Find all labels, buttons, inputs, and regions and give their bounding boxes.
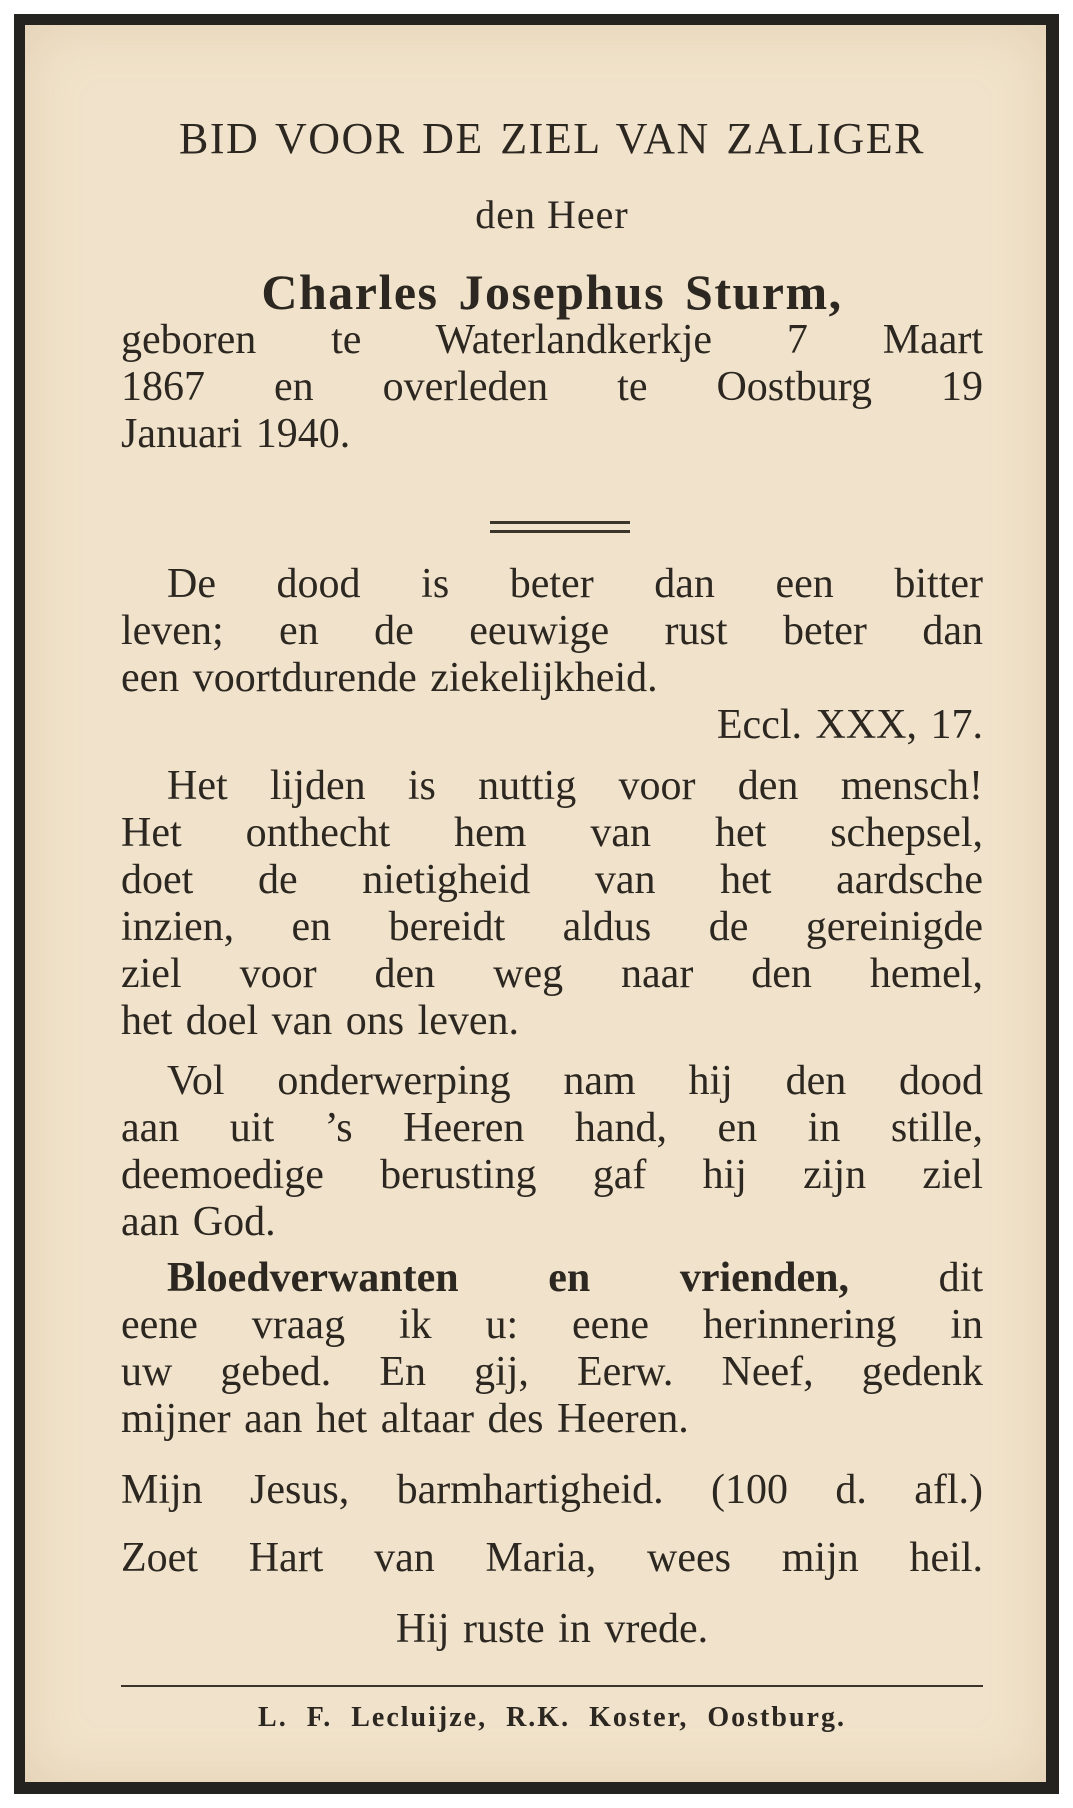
paragraph-line: eene vraag ik u: eene herinnering in [121, 1302, 983, 1348]
paragraph-line: aan God. [121, 1199, 276, 1245]
birth-line: geboren te Waterlandkerkje 7 Maart [121, 317, 983, 363]
scripture-quote [121, 561, 983, 749]
birth-line: Januari 1940. [121, 411, 351, 457]
request-bold-lead: Bloedverwanten en vrienden, [167, 1255, 850, 1301]
paragraph-line: Vol onderwerping nam hij den dood [167, 1058, 983, 1104]
paragraph-request [121, 1255, 983, 1443]
footer-divider [121, 1685, 983, 1687]
paragraph-line: uw gebed. En gij, Eerw. Neef, gedenk [121, 1349, 983, 1395]
request-first-line-rest: dit [938, 1255, 984, 1301]
closing-line: Hij ruste in vrede. [395, 1606, 709, 1652]
memorial-card [14, 14, 1059, 1794]
paragraph-line: Het lijden is nuttig voor den mensch! [167, 763, 983, 809]
request-first-line [121, 1255, 983, 1302]
prayer-line: Zoet Hart van Maria, wees mijn heil. [121, 1535, 983, 1581]
deceased-name: Charles Josephus Sturm, [261, 264, 843, 320]
prayer-line: Mijn Jesus, barmhartigheid. (100 d. afl.) [121, 1467, 983, 1513]
prayer-1 [121, 1467, 983, 1514]
paragraph-line: ziel voor den weg naar den hemel, [121, 951, 983, 997]
quote-line: een voortdurende ziekelijkheid. [121, 655, 658, 701]
printer-credit: L. F. Lecluijze, R.K. Koster, Oostburg. [258, 1702, 846, 1733]
birth-death-details [121, 317, 983, 458]
paragraph-line: het doel van ons leven. [121, 998, 520, 1044]
paragraph-line: Het onthecht hem van het schepsel, [121, 810, 983, 856]
closing [121, 1606, 983, 1653]
paragraph-line: inzien, en bereidt aldus de gereinigde [121, 904, 983, 950]
paragraph-line: aan uit ’s Heeren hand, en in stille, [121, 1105, 983, 1151]
card-heading: BID VOOR DE ZIEL VAN ZALIGER [179, 114, 925, 163]
paragraph-suffering [121, 763, 983, 1045]
prayer-2 [121, 1535, 983, 1582]
quote-citation: Eccl. XXX, 17. [716, 702, 983, 748]
double-divider [490, 521, 630, 533]
salutation: den Heer [475, 192, 629, 237]
quote-line: De dood is beter dan een bitter [167, 561, 983, 607]
paragraph-line: deemoedige berusting gaf hij zijn ziel [121, 1152, 983, 1198]
birth-line: 1867 en overleden te Oostburg 19 [121, 364, 983, 410]
paragraph-line: doet de nietigheid van het aardsche [121, 857, 983, 903]
paragraph-death [121, 1058, 983, 1246]
quote-line: leven; en de eeuwige rust beter dan [121, 608, 983, 654]
paragraph-line: mijner aan het altaar des Heeren. [121, 1396, 689, 1442]
